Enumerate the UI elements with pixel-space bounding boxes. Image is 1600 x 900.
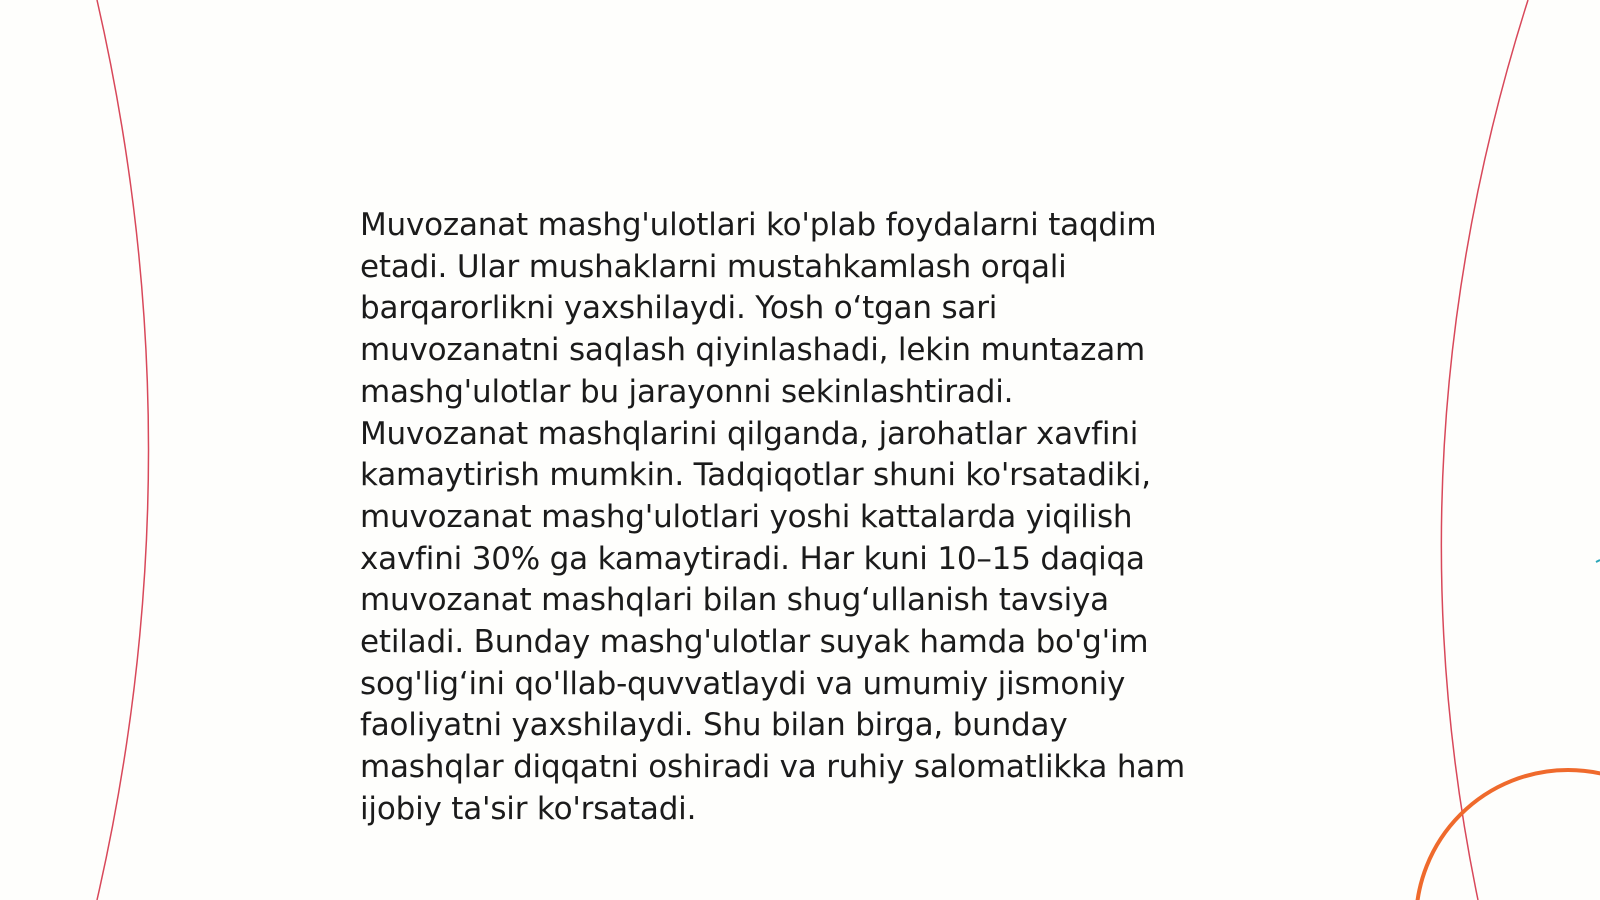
orange-circle-outline — [1416, 770, 1600, 900]
teal-accent-mark — [1596, 560, 1600, 562]
body-paragraph: Muvozanat mashg'ulotlari ko'plab foydalarni taqdim etadi. Ular mushaklarni mustahkamlash orqali barqarorlikni yaxshilaydi. Yosh o‘tgan sari muvozanatni saqlash qiyinlashadi, lekin muntazam mashg'ulotlar bu jarayonni sekinlashtiradi. Muvozanat mashqlarini qilganda, jarohatlar xavfini kamaytirish mumkin. Tadqiqotlar shuni ko'rsatadiki, muvozanat mashg'ulotlari yoshi kattalarda yiqilish xavfini 30% ga kamaytiradi. Har kuni 10–15 daqiqa muvozanat mashqlari bilan shug‘ullanish tavsiya etiladi. Bunday mashg'ulotlar suyak hamda bo'g'im sog'lig‘ini qo'llab-quvvatlaydi va umumiy jismoniy faoliyatni yaxshilaydi. Shu bilan birga, bunday mashqlar diqqatni oshiradi va ruhiy salomatlikka ham ijobiy ta'sir ko'rsatadi. — [360, 207, 1186, 827]
right-arc-line — [1441, 0, 1528, 900]
left-arc-line — [97, 0, 149, 900]
